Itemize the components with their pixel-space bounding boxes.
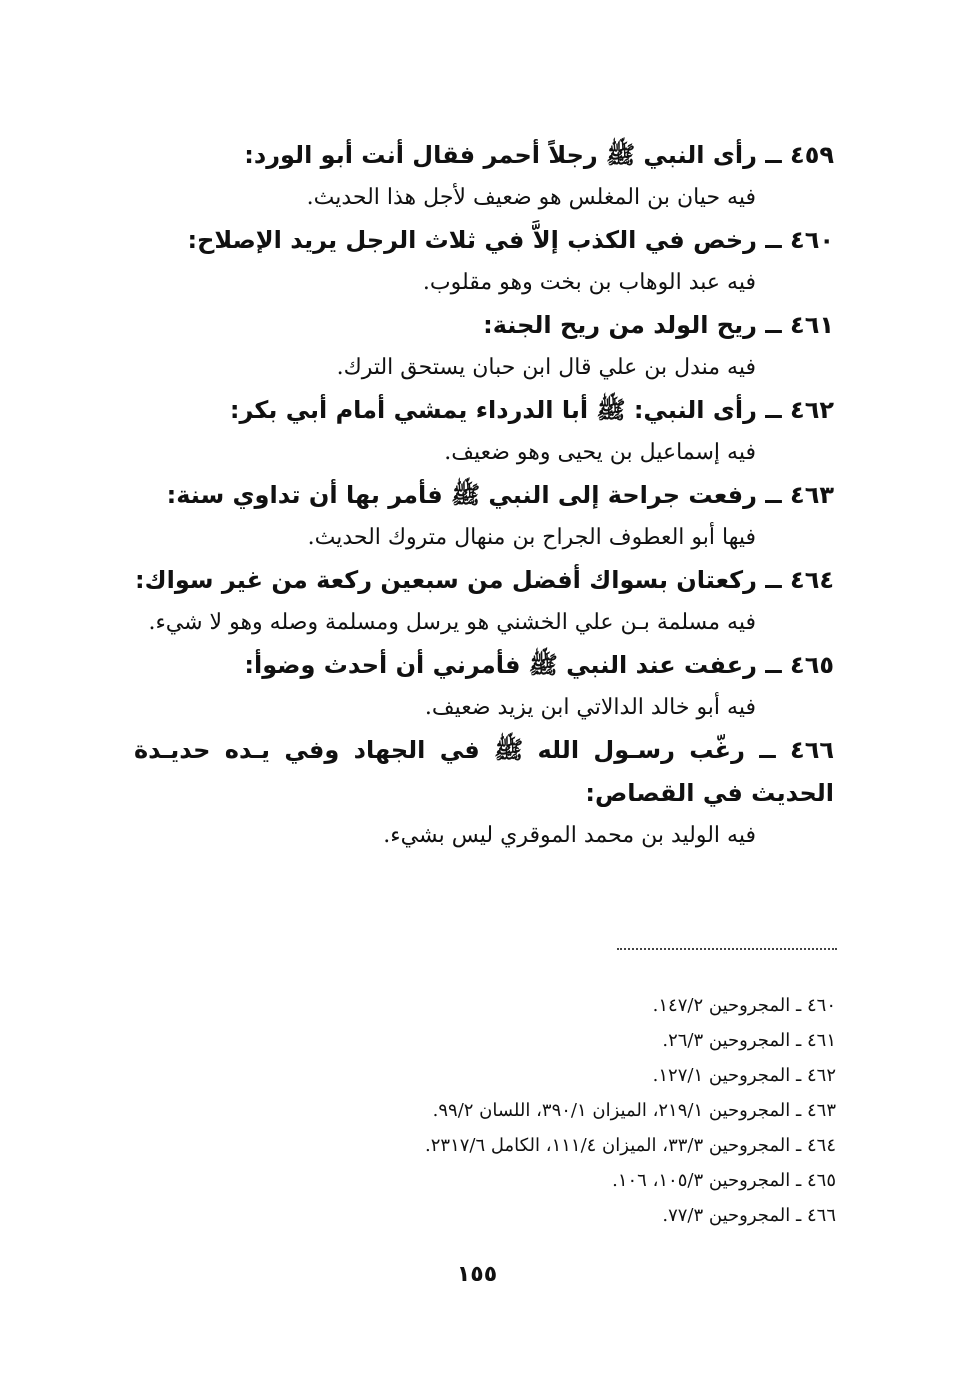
entry-title: ــ ركعتان بسواك أفضل من سبعين ركعة من غير سواك: (135, 566, 782, 594)
entry-461 (134, 304, 834, 389)
entry-463 (134, 474, 834, 559)
footnote: ٤٦٠ ـ المجروحين ١٤٧/٢. (652, 995, 836, 1016)
entry-title: ــ رأى النبي: ﷺ أبا الدرداء يمشي أمام أبي بكر: (229, 396, 782, 424)
entry-title: ــ رأى النبي ﷺ رجلاً أحمر فقال أنت أبو الورد: (244, 141, 782, 169)
entry-note: فيه مسلمة بـن علي الخشني هو يرسل ومسلمة وصله وهو لا شيء. (148, 610, 756, 635)
footnotes (236, 988, 836, 1233)
hadith-entries (134, 134, 834, 857)
page-number: ١٥٥ (456, 1262, 498, 1287)
entry-heading (134, 304, 834, 347)
entry-heading (134, 729, 834, 815)
entry-459 (134, 134, 834, 219)
footnote: ٤٦٦ ـ المجروحين ٧٧/٣. (662, 1205, 836, 1226)
entry-460 (134, 219, 834, 304)
entry-note: فيه مندل بن علي قال ابن حبان يستحق الترك. (336, 355, 756, 380)
footnote: ٤٦٣ ـ المجروحين ٢١٩/١، الميزان ٣٩٠/١، اللسان ٩٩/٢. (432, 1100, 836, 1121)
entry-note: فيها أبو العطوف الجراح بن منهال متروك الحديث. (307, 525, 756, 550)
entry-title: ــ رخص في الكذب إلاَّ في ثلاث الرجل يريد الإصلاح: (187, 226, 782, 254)
entry-heading (134, 644, 834, 687)
entry-note: فيه الوليد بن محمد الموقري ليس بشيء. (383, 823, 756, 848)
entry-heading (134, 389, 834, 432)
entry-title: ــ رفعت جراحة إلى النبي ﷺ فأمر بها أن تداوي سنة: (166, 481, 782, 509)
entry-number: ٤٥٩ (790, 141, 834, 169)
entry-number: ٤٦١ (790, 311, 834, 339)
entry-466 (134, 729, 834, 857)
footnote: ٤٦٥ ـ المجروحين ١٠٥/٣، ١٠٦. (612, 1170, 836, 1191)
entry-note: فيه إسماعيل بن يحيى وهو ضعيف. (444, 440, 756, 465)
entry-number: ٤٦٣ (790, 481, 834, 509)
entry-number: ٤٦٦ (790, 736, 834, 764)
footnote: ٤٦١ ـ المجروحين ٢٦/٣. (662, 1030, 836, 1051)
entry-heading (134, 559, 834, 602)
entry-title: ــ رعفت عند النبي ﷺ فأمرني أن أحدث وضوأ: (244, 651, 782, 679)
entry-title: ــ ريح الولد من ريح الجنة: (483, 311, 782, 339)
entry-heading (134, 134, 834, 177)
footnote: ٤٦٤ ـ المجروحين ٣٣/٣، الميزان ١١١/٤، الكامل ٢٣١٧/٦. (425, 1135, 836, 1156)
footnote: ٤٦٢ ـ المجروحين ١٢٧/١. (652, 1065, 836, 1086)
entry-464 (134, 559, 834, 644)
entry-465 (134, 644, 834, 729)
entry-note: فيه حيان بن المغلس هو ضعيف لأجل هذا الحديث. (306, 185, 756, 210)
entry-number: ٤٦٠ (790, 226, 834, 254)
entry-note: فيه عبد الوهاب بن بخت وهو مقلوب. (422, 270, 756, 295)
entry-number: ٤٦٢ (790, 396, 834, 424)
entry-title: ــ رغّب رسـول الله ﷺ في الجهاد وفي يـده حديـدة الحديث في القصاص: (134, 736, 834, 807)
entry-number: ٤٦٤ (790, 566, 834, 594)
entry-note: فيه أبو خالد الدالاتي ابن يزيد ضعيف. (424, 695, 756, 720)
footnote-separator (617, 948, 837, 950)
entry-heading (134, 474, 834, 517)
entry-number: ٤٦٥ (790, 651, 834, 679)
entry-heading (134, 219, 834, 262)
entry-462 (134, 389, 834, 474)
